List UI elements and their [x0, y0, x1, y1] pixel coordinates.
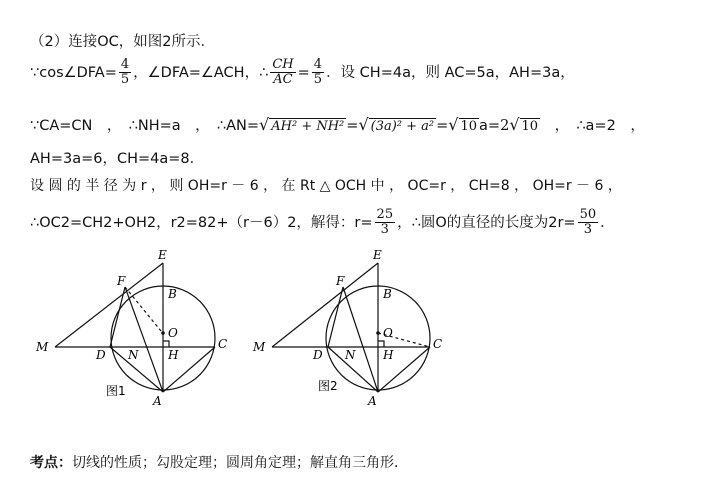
step-text: （2）连接OC，如图2所示．: [30, 34, 215, 50]
fraction-numerator: 25: [376, 207, 394, 222]
line-fd: [110, 287, 125, 347]
sqrt-icon: √: [358, 115, 369, 134]
result-line: [30, 208, 615, 238]
label-a: A: [153, 394, 162, 408]
label-m: M: [253, 340, 266, 354]
figure-2-caption: 图2: [318, 379, 338, 393]
right-angle-mark: [378, 341, 384, 347]
values-line: [30, 147, 204, 168]
radicand-ah-nh: AH² + NH²: [271, 119, 345, 134]
radicand-ten: 10: [460, 119, 478, 134]
because-symbol: ∵: [30, 64, 40, 81]
fraction-numerator: CH: [272, 57, 294, 72]
label-a: A: [368, 394, 377, 408]
fraction-numerator: 4: [120, 57, 130, 72]
fraction-numerator: 50: [579, 207, 597, 222]
radicand-3a-a: (3a)² + a²: [370, 119, 435, 134]
key-points-text: 切线的性质；勾股定理；圆周角定理；解直角三角形．: [72, 455, 408, 471]
figure-2-labels: [252, 248, 442, 408]
label-o: O: [383, 326, 393, 340]
label-b: B: [383, 287, 392, 301]
label-o: O: [168, 326, 178, 340]
fraction-denominator: 3: [578, 222, 599, 237]
fraction-four-fifths: [312, 58, 324, 88]
equals-sign: =: [346, 118, 359, 134]
radius-setup-text: 设 圆 的 半 径 为 r ， 则 OH=r － 6 ， 在 Rt △ OCH 中 ， OC=r ， CH=8 ， OH=r － 6 ，: [30, 178, 622, 194]
figure-1: [55, 263, 215, 392]
radius-setup-line: [30, 175, 622, 195]
radicand-ten: 10: [521, 119, 539, 134]
key-points-label: 考点：: [30, 455, 72, 471]
label-e: E: [158, 248, 167, 262]
right-angle-mark: [163, 341, 169, 347]
label-h: H: [383, 348, 394, 362]
sqrt-icon: √: [448, 115, 459, 134]
tangent-me: [55, 263, 163, 347]
ca-cn-text: ∵CA=CN ， ∴NH=a ， ∴AN=: [30, 118, 260, 134]
label-b: B: [168, 287, 177, 301]
fraction-ch-over-ac: [270, 58, 295, 88]
fraction-denominator: AC: [270, 72, 295, 87]
label-n: N: [345, 348, 356, 362]
label-c: C: [433, 337, 443, 351]
fraction-25-over-3: [375, 208, 396, 238]
figure-1-caption: 图1: [106, 384, 126, 398]
fraction-denominator: 5: [313, 72, 323, 88]
sqrt-icon: √: [509, 115, 520, 134]
label-c: C: [218, 337, 228, 351]
label-m: M: [36, 340, 49, 354]
label-d: D: [313, 348, 323, 362]
fraction-numerator: 4: [313, 57, 323, 72]
a-value-text: ， ∴a=2 ，: [540, 118, 645, 134]
label-e: E: [373, 248, 382, 262]
a-equals-text: a=: [479, 118, 501, 134]
pythagorean-line: [30, 114, 645, 135]
sqrt-icon: √: [259, 115, 270, 134]
coefficient: 2: [500, 118, 510, 134]
equation-text: ∴OC2=CH2+OH2，r2=82+（r－6）2，解得：r=: [30, 214, 373, 231]
center-point-o: [376, 331, 380, 335]
label-h: H: [168, 348, 179, 362]
equals-sign: =: [436, 118, 449, 134]
cos-text: cos∠DFA=: [39, 64, 117, 81]
period: ．: [600, 214, 615, 231]
fraction-50-over-3: [578, 208, 599, 238]
fraction-denominator: 5: [120, 72, 130, 88]
label-f: F: [336, 274, 345, 288]
solution-step-heading: [30, 30, 215, 51]
geometry-figures: [0, 245, 715, 410]
tangent-me: [272, 263, 378, 347]
fraction-denominator: 3: [375, 222, 396, 237]
label-d: D: [96, 348, 106, 362]
equals-sign: =: [297, 64, 310, 81]
label-n: N: [128, 348, 139, 362]
center-point-o: [161, 331, 165, 335]
diameter-text: ，∴圆O的直径的长度为2r=: [397, 214, 576, 231]
angle-equality-text: ，∠DFA=∠ACH，∴: [133, 64, 269, 81]
cosine-relation-line: [30, 58, 575, 88]
label-f: F: [117, 274, 126, 288]
figure-1-labels: [35, 248, 227, 408]
fraction-four-fifths: [119, 58, 131, 88]
figure-2: [272, 263, 430, 392]
dashed-fo: [125, 287, 161, 331]
substitution-text: ．设 CH=4a，则 AC=5a，AH=3a，: [326, 64, 575, 81]
ah-ch-values: AH=3a=6，CH=4a=8．: [30, 151, 205, 167]
key-points: [30, 452, 408, 472]
